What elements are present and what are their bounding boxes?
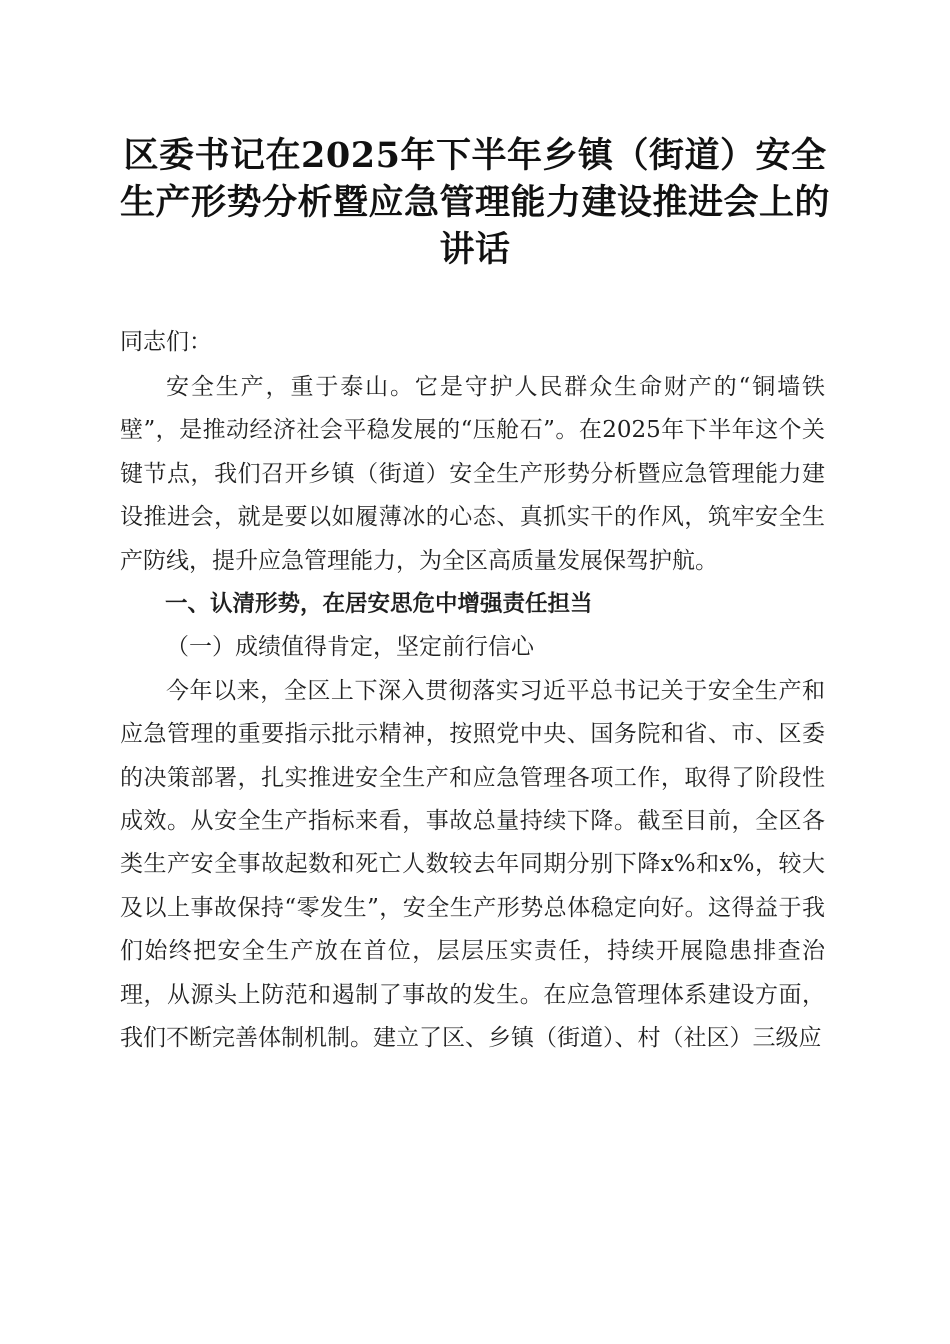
- title-line-3: 讲话: [439, 229, 511, 270]
- document-title: [110, 132, 840, 273]
- intro-paragraph: 安全生产，重于泰山。它是守护人民群众生命财产的“铜墙铁壁”，是推动经济社会平稳发展的“压舱石”。在2025年下半年这个关键节点，我们召开乡镇（街道）安全生产形势分析暨应急管理能力建设推进会，就是要以如履薄冰的心态、真抓实干的作风，筑牢安全生产防线，提升应急管理能力，为全区高质量发展保驾护航。: [120, 374, 825, 574]
- document-body: [120, 366, 825, 1061]
- subsection-heading: （一）成绩值得肯定，坚定前行信心: [166, 634, 534, 661]
- section-paragraph: 今年以来，全区上下深入贯彻落实习近平总书记关于安全生产和应急管理的重要指示批示精神，按照党中央、国务院和省、市、区委的决策部署，扎实推进安全生产和应急管理各项工作，取得了阶段性成效。从安全生产指标来看，事故总量持续下降。截至目前，全区各类生产安全事故起数和死亡人数较去年同期分别下降x%和x%，较大及以上事故保持“零发生”，安全生产形势总体稳定向好。这得益于我们始终把安全生产放在首位，层层压实责任，持续开展隐患排查治理，从源头上防范和遏制了事故的发生。在应急管理体系建设方面，我们不断完善体制机制。建立了区、乡镇（街道）、村（社区）三级应: [120, 677, 825, 1052]
- salutation: 同志们：: [120, 329, 212, 355]
- title-line-2: 生产形势分析暨应急管理能力建设推进会上的: [119, 182, 830, 223]
- title-line-1: 区委书记在2025年下半年乡镇（街道）安全: [123, 135, 827, 176]
- section-heading: 一、认清形势，在居安思危中增强责任担当: [165, 591, 593, 618]
